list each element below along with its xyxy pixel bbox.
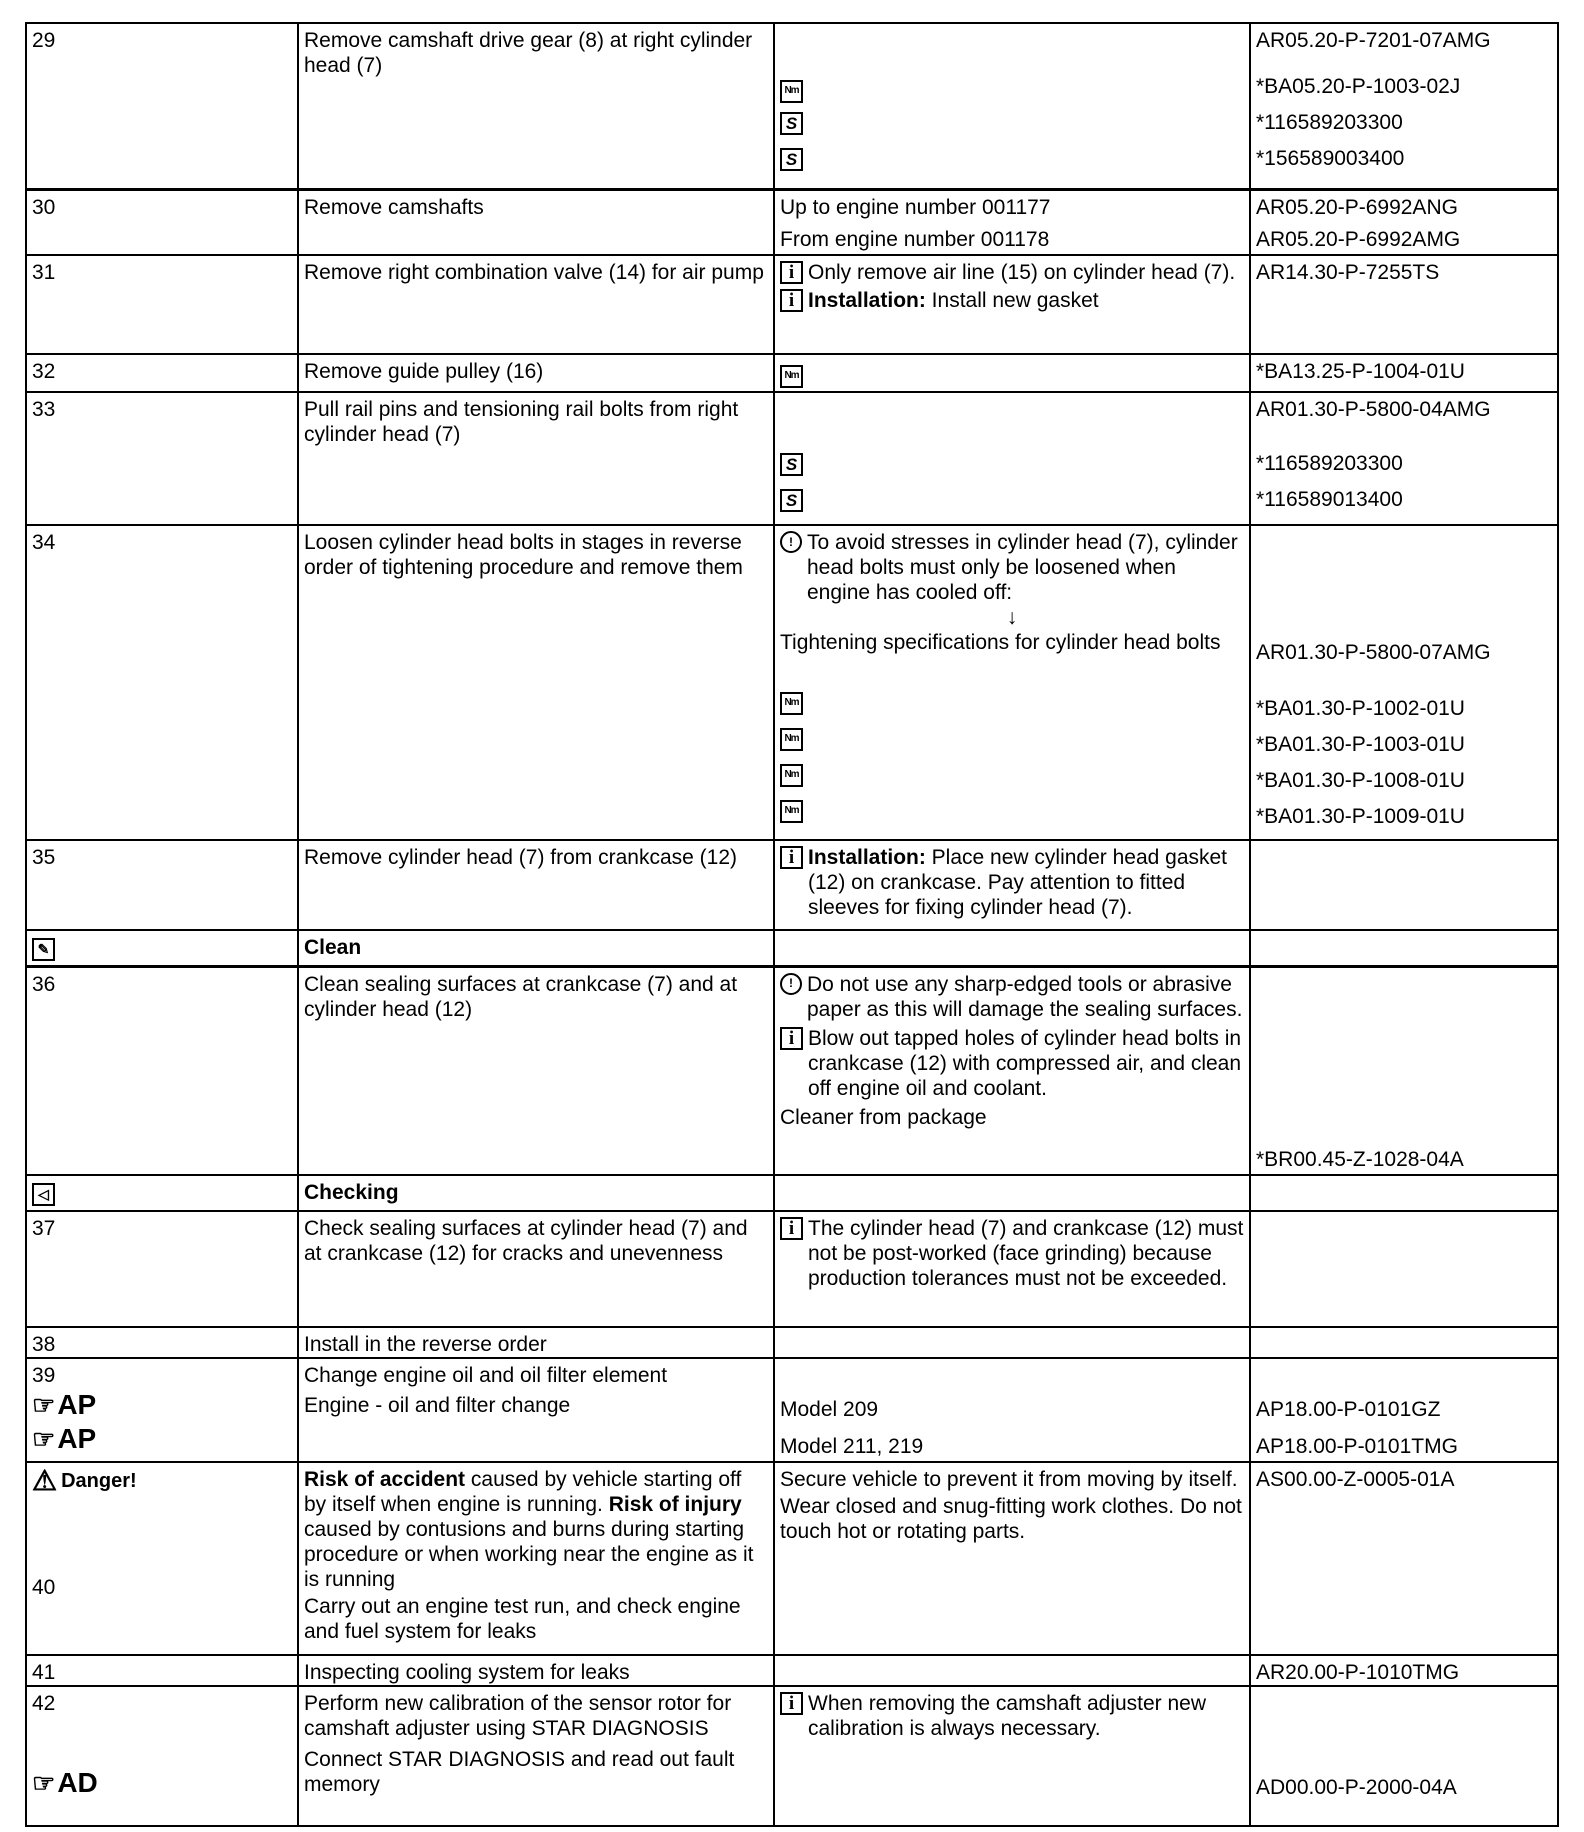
notes-cell — [774, 1327, 1250, 1358]
ap-link[interactable] — [32, 1422, 292, 1456]
reference-link[interactable]: AR14.30-P-7255TS — [1250, 255, 1558, 354]
torque-icon: Nm — [780, 80, 803, 103]
pointing-hand-icon: ☞ — [32, 1390, 56, 1420]
action-text: Pull rail pins and tensioning rail bolts from right cylinder head (7) — [298, 392, 774, 525]
note-text: From engine number 001178 — [780, 227, 1050, 251]
notes-cell — [774, 392, 1250, 525]
step-number: 39 — [32, 1364, 56, 1387]
action-text: Engine - oil and filter change — [304, 1394, 571, 1417]
special-tool-icon: S — [780, 489, 803, 512]
info-icon: i — [780, 1217, 803, 1240]
note-text: To avoid stresses in cylinder head (7), cylinder head bolts must only be loosened when engine has cooled off: — [807, 531, 1238, 604]
reference-cell — [1250, 525, 1558, 840]
table-row — [26, 1211, 1558, 1327]
table-row — [26, 1358, 1558, 1462]
note-text: The cylinder head (7) and crankcase (12) must not be post-worked (face grinding) because production tolerances must not be exceeded. — [808, 1217, 1244, 1290]
reference-link[interactable]: *BA05.20-P-1003-02J — [1256, 75, 1461, 98]
notes-cell — [774, 1211, 1250, 1327]
reference-link[interactable]: AP18.00-P-0101TMG — [1256, 1435, 1458, 1458]
risk-desc: caused by vehicle starting off by itself when engine is running. — [304, 1468, 742, 1516]
notes-cell — [774, 189, 1250, 255]
section-icon-cell — [26, 930, 298, 966]
special-tool-icon: S — [780, 148, 803, 171]
note-text: Secure vehicle to prevent it from moving by itself. — [780, 1468, 1238, 1491]
action-text: Change engine oil and oil filter element — [304, 1364, 668, 1387]
note-label: Installation: — [808, 289, 926, 312]
risk-label: Risk of injury — [608, 1493, 742, 1516]
reference-link[interactable]: AS00.00-Z-0005-01A — [1250, 1462, 1558, 1655]
note-text: Only remove air line (15) on cylinder head (7). — [808, 261, 1236, 284]
torque-icon: Nm — [780, 764, 803, 787]
step-number: 34 — [26, 525, 298, 840]
table-row — [26, 189, 1558, 255]
table-row — [26, 354, 1558, 392]
note-text: Model 211, 219 — [780, 1435, 924, 1458]
reference-link[interactable]: *BR00.45-Z-1028-04A — [1256, 1148, 1464, 1171]
reference-cell — [1250, 23, 1558, 189]
note-text: Blow out tapped holes of cylinder head bolts in crankcase (12) with compressed air, and clean off engine oil and coolant. — [808, 1026, 1242, 1100]
info-icon: i — [780, 1692, 803, 1715]
notes-cell — [774, 1686, 1250, 1826]
danger-text: Danger! — [61, 1469, 137, 1492]
notes-cell — [774, 1358, 1250, 1462]
reference-cell — [1250, 930, 1558, 966]
action-text: Install in the reverse order — [298, 1327, 774, 1358]
table-row — [26, 840, 1558, 930]
table-row — [26, 392, 1558, 525]
reference-link[interactable]: *BA01.30-P-1008-01U — [1256, 769, 1465, 792]
reference-cell — [1250, 1327, 1558, 1358]
torque-icon: Nm — [780, 692, 803, 715]
step-cell — [26, 1358, 298, 1462]
note-text: Wear closed and snug-fitting work clothes. Do not touch hot or rotating parts. — [780, 1495, 1242, 1543]
section-row — [26, 1175, 1558, 1211]
info-icon: i — [780, 1027, 803, 1050]
action-text: Loosen cylinder head bolts in stages in reverse order of tightening procedure and remove them — [298, 525, 774, 840]
torque-icon: Nm — [780, 800, 803, 823]
action-cell — [298, 1462, 774, 1655]
action-text: Check sealing surfaces at cylinder head (7) and at crankcase (12) for cracks and unevenness — [298, 1211, 774, 1327]
note-label: Installation: — [808, 846, 926, 869]
caution-icon: ! — [780, 973, 802, 995]
reference-link[interactable]: AR05.20-P-6992AMG — [1256, 227, 1461, 251]
action-text: Remove camshafts — [298, 189, 774, 255]
info-icon: i — [780, 846, 803, 869]
reference-link[interactable]: AR05.20-P-6992ANG — [1256, 195, 1458, 219]
table-row — [26, 23, 1558, 189]
step-number: 29 — [26, 23, 298, 189]
caution-icon: ! — [780, 531, 802, 553]
notes-cell — [774, 354, 1250, 392]
notes-cell — [774, 966, 1250, 1175]
table-row — [26, 255, 1558, 354]
step-cell — [26, 1686, 298, 1826]
reference-cell — [1250, 1358, 1558, 1462]
step-number: 36 — [26, 966, 298, 1175]
section-title: Clean — [298, 930, 774, 966]
checking-icon: ◁ — [32, 1183, 55, 1206]
notes-cell — [774, 930, 1250, 966]
step-number: 37 — [26, 1211, 298, 1327]
reference-link[interactable]: AD00.00-P-2000-04A — [1256, 1776, 1457, 1799]
section-icon-cell — [26, 1175, 298, 1211]
reference-link[interactable]: AR01.30-P-5800-07AMG — [1256, 641, 1491, 664]
section-row — [26, 930, 1558, 966]
reference-cell — [1250, 966, 1558, 1175]
pointing-hand-icon: ☞ — [32, 1768, 56, 1798]
step-number: 32 — [26, 354, 298, 392]
clean-icon: ✎ — [32, 938, 55, 961]
reference-cell — [1250, 1686, 1558, 1826]
risk-desc: caused by contusions and burns during starting procedure or when working near the engine as it is running — [304, 1518, 754, 1591]
step-number: 35 — [26, 840, 298, 930]
action-text: Remove right combination valve (14) for air pump — [298, 255, 774, 354]
table-row — [26, 1462, 1558, 1655]
note-text: Do not use any sharp-edged tools or abrasive paper as this will damage the sealing surfaces. — [807, 972, 1243, 1021]
danger-label — [32, 1467, 292, 1495]
reference-cell — [1250, 840, 1558, 930]
risk-label: Risk of accident — [304, 1468, 466, 1491]
note-text: When removing the camshaft adjuster new calibration is always necessary. — [808, 1692, 1207, 1740]
reference-link[interactable]: AR05.20-P-7201-07AMG — [1256, 29, 1491, 52]
note-text: Cleaner from package — [780, 1105, 987, 1129]
notes-cell — [774, 1175, 1250, 1211]
step-number: 40 — [32, 1576, 56, 1599]
notes-cell — [774, 1655, 1250, 1686]
reference-cell — [1250, 1175, 1558, 1211]
special-tool-icon: S — [780, 453, 803, 476]
procedure-table — [25, 22, 1559, 1827]
reference-link[interactable]: *116589203300 — [1256, 452, 1403, 475]
reference-link[interactable]: *116589203300 — [1256, 111, 1403, 134]
info-icon: i — [780, 289, 803, 312]
risk-text — [304, 1467, 768, 1592]
ap-label: AP — [57, 1389, 97, 1420]
action-text: Clean sealing surfaces at crankcase (7) and at cylinder head (12) — [298, 966, 774, 1175]
special-tool-icon: S — [780, 112, 803, 135]
notes-cell — [774, 1462, 1250, 1655]
step-number: 31 — [26, 255, 298, 354]
action-text: Remove cylinder head (7) from crankcase (12) — [298, 840, 774, 930]
notes-cell — [774, 23, 1250, 189]
ap-label: AP — [57, 1423, 97, 1454]
down-arrow-icon: ↓ — [1006, 606, 1018, 629]
action-text: Remove guide pulley (16) — [298, 354, 774, 392]
reference-link[interactable]: AR01.30-P-5800-04AMG — [1256, 398, 1491, 421]
warning-icon: ⚠ — [32, 1465, 58, 1496]
reference-link[interactable]: AR20.00-P-1010TMG — [1250, 1655, 1558, 1686]
action-cell — [298, 1358, 774, 1462]
reference-link[interactable]: *156589003400 — [1256, 147, 1405, 170]
note-text: Model 209 — [780, 1398, 879, 1421]
notes-cell — [774, 840, 1250, 930]
ad-label: AD — [57, 1767, 98, 1798]
ap-link[interactable] — [32, 1388, 292, 1422]
section-title: Checking — [298, 1175, 774, 1211]
table-row — [26, 1655, 1558, 1686]
ad-link[interactable] — [32, 1766, 292, 1800]
reference-link[interactable]: *116589013400 — [1256, 488, 1403, 511]
action-text: Connect STAR DIAGNOSIS and read out fault memory — [304, 1748, 735, 1796]
reference-link[interactable]: *BA13.25-P-1004-01U — [1250, 354, 1558, 392]
table-row — [26, 525, 1558, 840]
table-row — [26, 1327, 1558, 1358]
notes-cell — [774, 525, 1250, 840]
pointing-hand-icon: ☞ — [32, 1424, 56, 1454]
step-number: 33 — [26, 392, 298, 525]
reference-link[interactable]: AP18.00-P-0101GZ — [1256, 1398, 1441, 1421]
reference-link[interactable]: *BA01.30-P-1003-01U — [1256, 733, 1465, 756]
table-row — [26, 1686, 1558, 1826]
action-text: Remove camshaft drive gear (8) at right cylinder head (7) — [298, 23, 774, 189]
step-number: 42 — [32, 1692, 56, 1715]
notes-cell — [774, 255, 1250, 354]
reference-link[interactable]: *BA01.30-P-1009-01U — [1256, 805, 1465, 828]
action-text: Inspecting cooling system for leaks — [298, 1655, 774, 1686]
torque-icon: Nm — [780, 728, 803, 751]
step-cell — [26, 1462, 298, 1655]
reference-cell — [1250, 392, 1558, 525]
action-text: Carry out an engine test run, and check engine and fuel system for leaks — [304, 1595, 741, 1643]
torque-icon: Nm — [780, 365, 803, 388]
step-number: 30 — [26, 189, 298, 255]
reference-cell — [1250, 189, 1558, 255]
reference-cell — [1250, 1211, 1558, 1327]
reference-link[interactable]: *BA01.30-P-1002-01U — [1256, 697, 1465, 720]
note-text: Install new gasket — [925, 289, 1099, 312]
note-text: Up to engine number 001177 — [780, 195, 1051, 219]
note-text: Tightening specifications for cylinder head bolts — [780, 631, 1221, 654]
note-text: Place new cylinder head gasket (12) on crankcase. Pay attention to fitted sleeves for fixing cylinder head (7). — [808, 846, 1228, 919]
action-cell — [298, 1686, 774, 1826]
step-number: 38 — [26, 1327, 298, 1358]
step-number: 41 — [26, 1655, 298, 1686]
info-icon: i — [780, 261, 803, 284]
action-text: Perform new calibration of the sensor rotor for camshaft adjuster using STAR DIAGNOSIS — [304, 1692, 732, 1740]
table-row — [26, 966, 1558, 1175]
